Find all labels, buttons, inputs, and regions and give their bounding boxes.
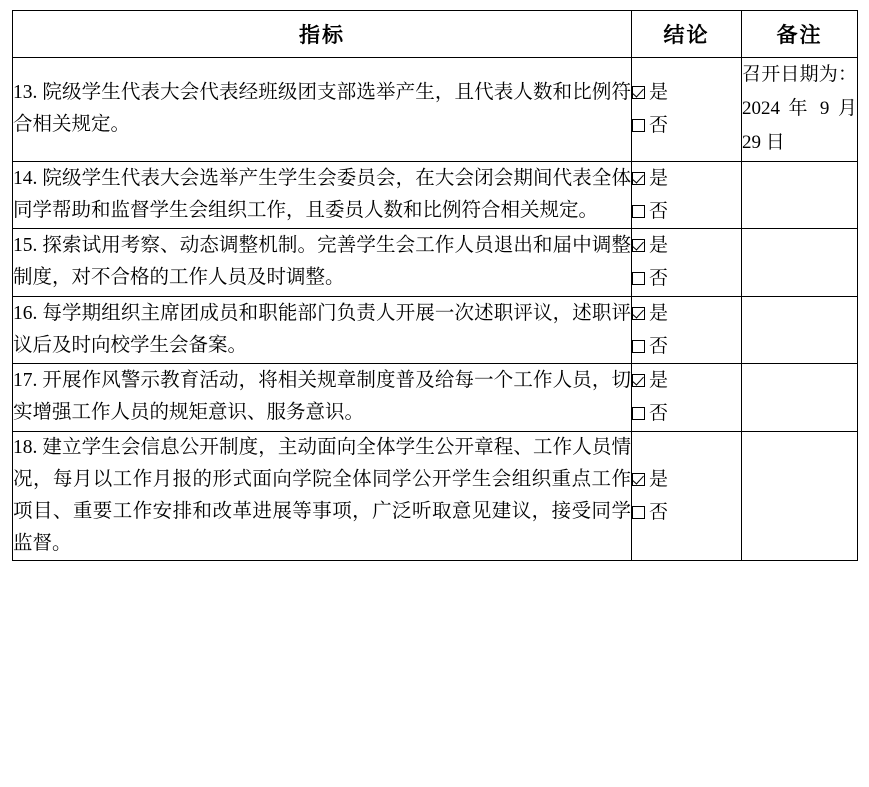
option-no-label: 否	[649, 200, 669, 222]
conclusion-cell	[632, 364, 742, 432]
column-header-remark: 备注	[742, 11, 858, 58]
indicator-text: 18. 建立学生会信息公开制度，主动面向全体学生公开章程、工作人员情况，每月以工作月报的形式面向学院全体同学公开学生会组织重点工作项目、重要工作安排和改革进展等事项，广泛听取意见建议，接受同学监督。	[13, 431, 632, 561]
indicator-text: 16. 每学期组织主席团成员和职能部门负责人开展一次述职评议，述职评议后及时向校学生会备案。	[13, 296, 632, 364]
conclusion-cell	[632, 161, 742, 229]
option-yes-label: 是	[649, 235, 669, 257]
option-no-label: 否	[649, 115, 669, 137]
option-no[interactable]	[632, 397, 741, 430]
indicator-text: 15. 探索试用考察、动态调整机制。完善学生会工作人员退出和届中调整制度，对不合格的工作人员及时调整。	[13, 229, 632, 297]
option-yes-label: 是	[649, 82, 669, 104]
remark-text	[742, 229, 858, 297]
remark-text	[742, 364, 858, 432]
table-row	[13, 161, 858, 229]
option-no[interactable]	[632, 195, 741, 228]
remark-text	[742, 431, 858, 561]
table-row	[13, 229, 858, 297]
option-yes-label: 是	[649, 468, 669, 490]
checkbox-no-icon[interactable]	[632, 272, 645, 285]
remark-text	[742, 296, 858, 364]
table-row	[13, 58, 858, 162]
option-yes[interactable]	[632, 229, 741, 262]
option-no-label: 否	[649, 403, 669, 425]
option-no-label: 否	[649, 268, 669, 290]
remark-text	[742, 161, 858, 229]
checkbox-yes-icon[interactable]	[632, 172, 645, 185]
option-yes-label: 是	[649, 370, 669, 392]
checkbox-yes-icon[interactable]	[632, 374, 645, 387]
checkbox-no-icon[interactable]	[632, 205, 645, 218]
conclusion-cell	[632, 58, 742, 162]
checkbox-no-icon[interactable]	[632, 407, 645, 420]
remark-text: 召开日期为：2024 年 9 月 29 日	[742, 58, 858, 162]
option-yes[interactable]	[632, 162, 741, 195]
indicator-text: 14. 院级学生代表大会选举产生学生会委员会，在大会闭会期间代表全体同学帮助和监督学生会组织工作，且委员人数和比例符合相关规定。	[13, 161, 632, 229]
option-no[interactable]	[632, 109, 741, 142]
checkbox-no-icon[interactable]	[632, 340, 645, 353]
option-no[interactable]	[632, 330, 741, 363]
indicator-text: 13. 院级学生代表大会代表经班级团支部选举产生，且代表人数和比例符合相关规定。	[13, 58, 632, 162]
checkbox-yes-icon[interactable]	[632, 307, 645, 320]
column-header-conclusion: 结论	[632, 11, 742, 58]
checkbox-yes-icon[interactable]	[632, 239, 645, 252]
option-yes-label: 是	[649, 167, 669, 189]
indicator-text: 17. 开展作风警示教育活动，将相关规章制度普及给每一个工作人员，切实增强工作人员的规矩意识、服务意识。	[13, 364, 632, 432]
option-yes-label: 是	[649, 302, 669, 324]
option-yes[interactable]	[632, 297, 741, 330]
table-row	[13, 431, 858, 561]
conclusion-cell	[632, 229, 742, 297]
checkbox-no-icon[interactable]	[632, 506, 645, 519]
column-header-indicator: 指标	[13, 11, 632, 58]
option-yes[interactable]	[632, 76, 741, 109]
table-row	[13, 296, 858, 364]
checklist-table	[12, 10, 858, 561]
option-no[interactable]	[632, 262, 741, 295]
table-row	[13, 364, 858, 432]
conclusion-cell	[632, 431, 742, 561]
option-no[interactable]	[632, 496, 741, 529]
checkbox-yes-icon[interactable]	[632, 473, 645, 486]
option-no-label: 否	[649, 501, 669, 523]
checkbox-no-icon[interactable]	[632, 119, 645, 132]
option-yes[interactable]	[632, 463, 741, 496]
table-header-row	[13, 11, 858, 58]
option-yes[interactable]	[632, 364, 741, 397]
checkbox-yes-icon[interactable]	[632, 86, 645, 99]
option-no-label: 否	[649, 335, 669, 357]
conclusion-cell	[632, 296, 742, 364]
